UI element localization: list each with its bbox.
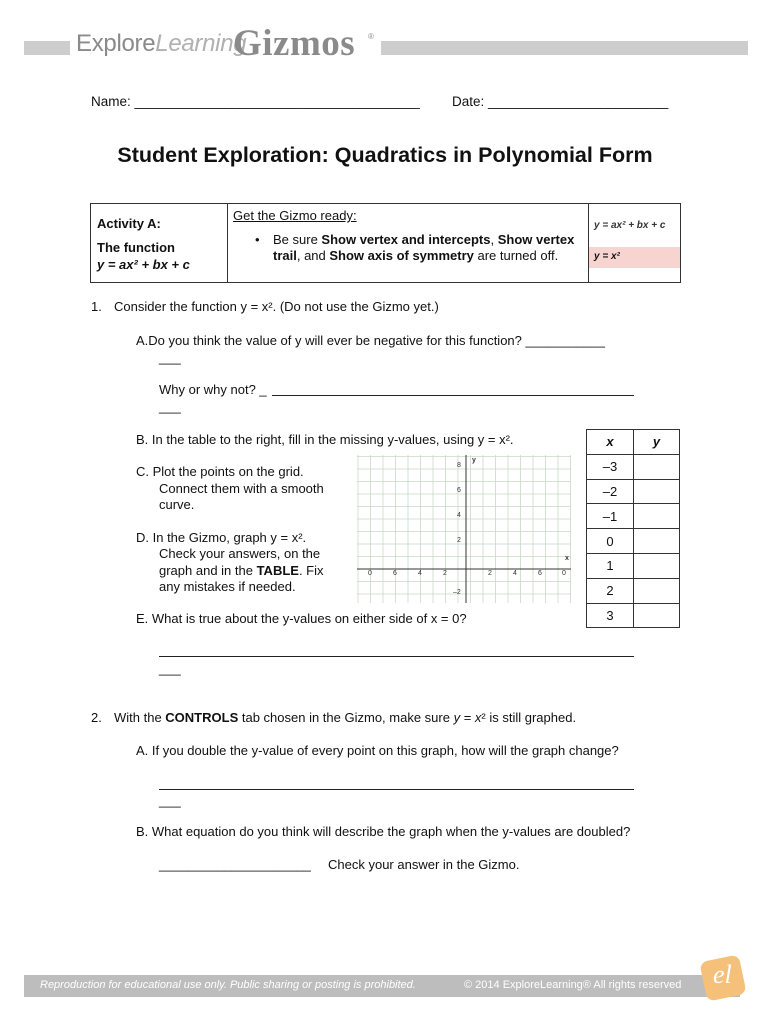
y-value-cell[interactable] — [634, 603, 680, 628]
y-tick-label: 4 — [457, 512, 461, 519]
q1a-text: A.Do you think the value of y will ever be negative for this function? ___________ — [136, 333, 606, 348]
activity-divider — [588, 203, 589, 283]
q1c-text-2: Connect them with a smooth — [159, 481, 324, 496]
y-value-cell[interactable] — [634, 454, 680, 479]
x-tick-label: 4 — [418, 570, 422, 577]
y-value-cell[interactable] — [634, 578, 680, 603]
table-row — [587, 578, 680, 603]
name-field[interactable]: Name: ______________________________________ — [91, 94, 420, 109]
y-value-cell[interactable] — [634, 529, 680, 554]
activity-divider — [227, 203, 228, 283]
table-row — [587, 479, 680, 504]
x-value: –3 — [587, 454, 634, 479]
q1-text: Consider the function y = x². (Do not use the Gizmo yet.) — [114, 299, 439, 314]
brand-gizmos: Gizmos — [233, 23, 356, 64]
q1b-text: B. In the table to the right, fill in the missing y-values, using y = x². — [136, 432, 514, 447]
table-header-row — [587, 430, 680, 455]
q1d-text-3: graph and in the TABLE. Fix — [159, 563, 324, 578]
q1e-answer-line[interactable] — [159, 656, 634, 657]
q2a-text: A. If you double the y-value of every point on this graph, how will the graph change? — [136, 743, 619, 758]
table-row — [587, 504, 680, 529]
y-axis-label: y — [472, 457, 476, 464]
y-tick-label: 6 — [457, 487, 461, 494]
activity-function-label: The function — [97, 240, 175, 255]
explorelearning-logo-text: el — [713, 960, 732, 989]
x-tick-label: 0 — [368, 570, 372, 577]
xy-table — [586, 429, 680, 628]
q2-text: With the CONTROLS tab chosen in the Gizmo, make sure y = x² is still graphed. — [114, 710, 577, 725]
x-value: –2 — [587, 479, 634, 504]
y-value-cell[interactable] — [634, 553, 680, 578]
q1-number: 1. — [91, 299, 102, 314]
q1c-text-1: C. Plot the points on the grid. — [136, 464, 304, 479]
q1e-text: E. What is true about the y-values on either side of x = 0? — [136, 611, 467, 626]
q2a-answer-line-cont[interactable]: ___ — [159, 793, 181, 808]
header-bar-right — [381, 41, 748, 55]
q2a-answer-line[interactable] — [159, 789, 634, 790]
x-tick-label: 2 — [488, 570, 492, 577]
gizmo-setup-instruction: Be sure Show vertex and intercepts, Show vertex trail, and Show axis of symmetry are turned off. — [273, 232, 575, 263]
q2b-text: B. What equation do you think will describe the graph when the y-values are doubled? — [136, 824, 631, 839]
bullet-icon: • — [255, 232, 260, 247]
q2b-answer-blank[interactable]: _____________________ — [159, 857, 311, 872]
date-field[interactable]: Date: ________________________ — [452, 94, 669, 109]
x-value: –1 — [587, 504, 634, 529]
q1a-why-label: Why or why not? _ — [159, 382, 267, 397]
q2-number: 2. — [91, 710, 102, 725]
x-tick-label: 0 — [562, 570, 566, 577]
activity-label: Activity A: — [97, 216, 161, 231]
table-row — [587, 454, 680, 479]
q1d-text-4: any mistakes if needed. — [159, 579, 296, 594]
gizmo-ready-heading: Get the Gizmo ready: — [233, 208, 357, 223]
y-value-cell[interactable] — [634, 504, 680, 529]
table-header-y: y — [634, 430, 680, 455]
x-tick-label: 4 — [513, 570, 517, 577]
equation-general: y = ax² + bx + c — [594, 220, 666, 231]
table-row — [587, 529, 680, 554]
x-tick-label: 6 — [393, 570, 397, 577]
footer-notice: Reproduction for educational use only. Public sharing or posting is prohibited. — [40, 979, 416, 991]
page-title: Student Exploration: Quadratics in Polynomial Form — [117, 143, 653, 167]
y-value-cell[interactable] — [634, 479, 680, 504]
brand-reg-mark: ® — [368, 32, 374, 41]
coordinate-grid[interactable] — [357, 455, 575, 605]
table-header-x: x — [587, 430, 634, 455]
x-value: 3 — [587, 603, 634, 628]
y-tick-label: 2 — [457, 537, 461, 544]
q1c-text-3: curve. — [159, 497, 195, 512]
table-row — [587, 553, 680, 578]
q1e-answer-line-cont[interactable]: ___ — [159, 661, 181, 676]
table-row — [587, 603, 680, 628]
header-bar-left — [24, 41, 70, 55]
q1d-text-1: D. In the Gizmo, graph y = x². — [136, 530, 307, 545]
y-tick-label: –2 — [453, 589, 461, 596]
footer-copyright: © 2014 ExploreLearning® All rights reserved — [464, 979, 682, 991]
x-value: 1 — [587, 553, 634, 578]
x-tick-label: 2 — [443, 570, 447, 577]
brand-explorelearning: ExploreLearning — [76, 30, 247, 57]
y-tick-label: 8 — [457, 462, 461, 469]
q1a-why-answer-line[interactable] — [272, 395, 634, 396]
q2b-check-text: Check your answer in the Gizmo. — [328, 857, 520, 872]
x-tick-label: 6 — [538, 570, 542, 577]
q1d-text-2: Check your answers, on the — [159, 546, 321, 561]
q1a-why-answer-line-cont[interactable]: ___ — [159, 399, 181, 414]
q1a-answer-line[interactable]: ___ — [159, 350, 181, 365]
x-value: 0 — [587, 529, 634, 554]
activity-function-eq: y = ax² + bx + c — [97, 257, 190, 272]
equation-selected: y = x² — [594, 251, 620, 262]
x-value: 2 — [587, 578, 634, 603]
x-axis-label: x — [565, 555, 569, 562]
